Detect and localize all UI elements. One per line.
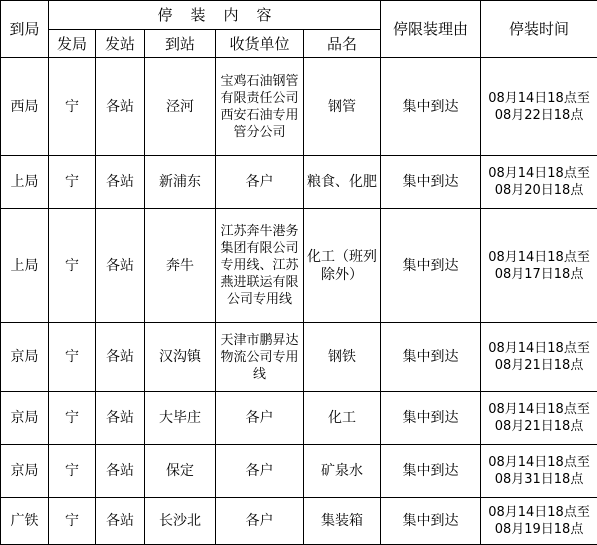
cell-consignee: 江苏奔牛港务集团有限公司专用线、江苏燕进联运有限公司专用线 — [216, 209, 304, 323]
cell-reason: 集中到达 — [381, 392, 481, 445]
cell-from-station: 各站 — [96, 209, 145, 323]
header-from-bureau: 发局 — [49, 30, 96, 58]
header-stop-content: 停装内容 — [49, 1, 381, 30]
cell-to-station: 大毕庄 — [145, 392, 216, 445]
header-reason: 停限装理由 — [381, 1, 481, 58]
cell-reason: 集中到达 — [381, 445, 481, 498]
cell-to-station: 长沙北 — [145, 498, 216, 545]
cell-time: 08月14日18点至08月21日18点 — [481, 323, 597, 392]
cell-consignee: 各户 — [216, 156, 304, 209]
table-row — [1, 445, 597, 498]
cell-goods: 化工（班列除外） — [304, 209, 381, 323]
cell-time: 08月14日18点至08月21日18点 — [481, 392, 597, 445]
cell-from-station: 各站 — [96, 392, 145, 445]
cell-consignee: 天津市鹏昇达物流公司专用线 — [216, 323, 304, 392]
cell-reason: 集中到达 — [381, 209, 481, 323]
cell-from-bureau: 宁 — [49, 156, 96, 209]
cell-goods: 矿泉水 — [304, 445, 381, 498]
table-row — [1, 209, 597, 323]
cell-time: 08月14日18点至08月19日18点 — [481, 498, 597, 545]
table-row — [1, 392, 597, 445]
table-row — [1, 498, 597, 545]
cell-bureau: 京局 — [1, 445, 49, 498]
header-consignee: 收货单位 — [216, 30, 304, 58]
cell-from-station: 各站 — [96, 445, 145, 498]
cell-to-station: 新浦东 — [145, 156, 216, 209]
cell-bureau: 广铁 — [1, 498, 49, 545]
cell-reason: 集中到达 — [381, 498, 481, 545]
table-row — [1, 156, 597, 209]
cell-to-station: 泾河 — [145, 58, 216, 156]
cell-bureau: 上局 — [1, 209, 49, 323]
cell-from-station: 各站 — [96, 323, 145, 392]
cell-consignee: 各户 — [216, 445, 304, 498]
header-goods: 品名 — [304, 30, 381, 58]
cell-goods: 化工 — [304, 392, 381, 445]
cell-goods: 集装箱 — [304, 498, 381, 545]
cell-from-bureau: 宁 — [49, 58, 96, 156]
cell-consignee: 各户 — [216, 498, 304, 545]
cell-goods: 粮食、化肥 — [304, 156, 381, 209]
cell-to-station: 保定 — [145, 445, 216, 498]
cell-from-bureau: 宁 — [49, 392, 96, 445]
header-row-top — [1, 1, 597, 30]
header-to-station: 到站 — [145, 30, 216, 58]
cell-reason: 集中到达 — [381, 58, 481, 156]
cell-from-station: 各站 — [96, 156, 145, 209]
cell-goods: 钢铁 — [304, 323, 381, 392]
cell-reason: 集中到达 — [381, 323, 481, 392]
cell-from-bureau: 宁 — [49, 498, 96, 545]
cell-from-station: 各站 — [96, 498, 145, 545]
header-arrive-bureau: 到局 — [1, 1, 49, 58]
cell-consignee: 各户 — [216, 392, 304, 445]
table-row — [1, 58, 597, 156]
cell-from-station: 各站 — [96, 58, 145, 156]
cell-to-station: 汉沟镇 — [145, 323, 216, 392]
table-row — [1, 323, 597, 392]
cell-from-bureau: 宁 — [49, 323, 96, 392]
header-from-station: 发站 — [96, 30, 145, 58]
cell-time: 08月14日18点至08月22日18点 — [481, 58, 597, 156]
cell-bureau: 京局 — [1, 392, 49, 445]
cell-time: 08月14日18点至08月20日18点 — [481, 156, 597, 209]
cell-goods: 钢管 — [304, 58, 381, 156]
cell-from-bureau: 宁 — [49, 445, 96, 498]
cell-reason: 集中到达 — [381, 156, 481, 209]
cell-from-bureau: 宁 — [49, 209, 96, 323]
cell-bureau: 上局 — [1, 156, 49, 209]
header-time: 停装时间 — [481, 1, 597, 58]
cell-time: 08月14日18点至08月31日18点 — [481, 445, 597, 498]
cell-time: 08月14日18点至08月17日18点 — [481, 209, 597, 323]
cell-to-station: 奔牛 — [145, 209, 216, 323]
cell-bureau: 京局 — [1, 323, 49, 392]
cell-bureau: 西局 — [1, 58, 49, 156]
cell-consignee: 宝鸡石油钢管有限责任公司西安石油专用管分公司 — [216, 58, 304, 156]
